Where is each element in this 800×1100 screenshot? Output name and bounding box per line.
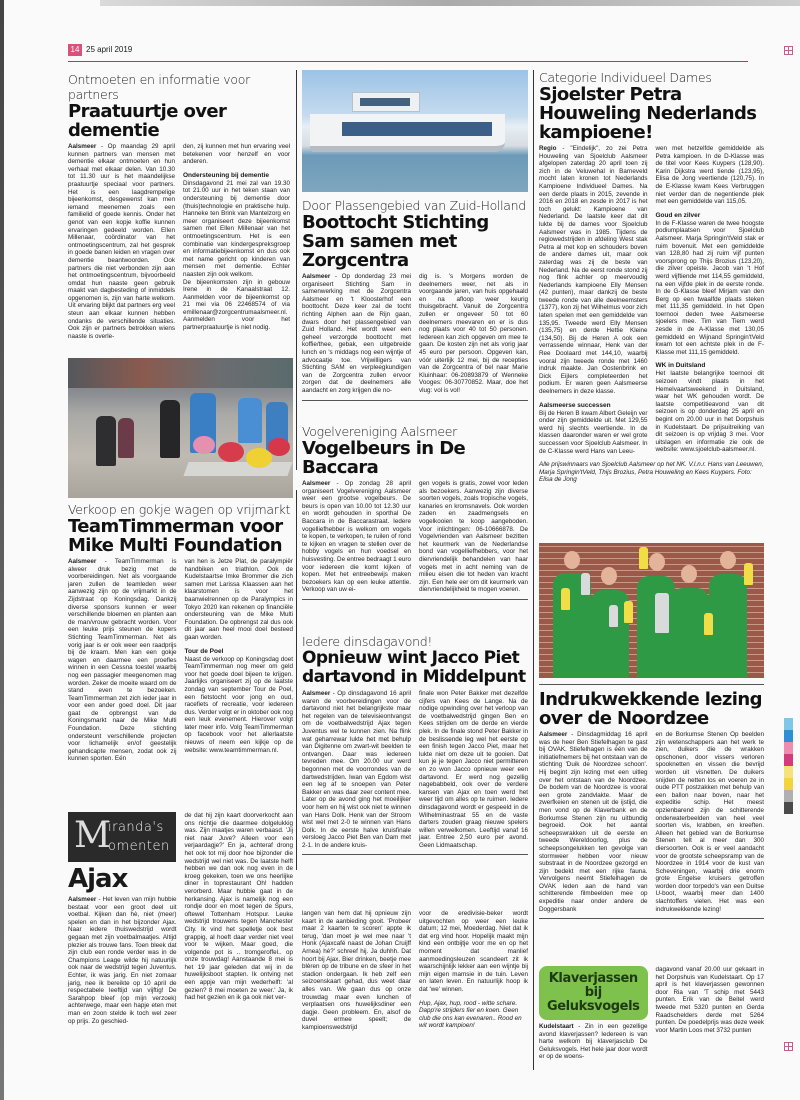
article-headline: TeamTimmerman voor Mike Multi Foundation <box>68 516 283 556</box>
article-headline: Ajax <box>68 864 128 894</box>
article-noordzee <box>539 684 764 924</box>
scan-edge <box>0 0 4 1100</box>
article-body-col1: Aalsmeer - Dinsdagmiddag 16 april was de heer Ben Stiefelhagen te gast bij OVAK. Stiefelhagen is één van de initiatiefnemers bij het ontstaan van de stichting 'Duik de Noordzee schoon'. Hij begint zijn lezing met een uitleg over het ontstaan van de Noordzee. De bodem van de Noordzee is vooral een grote zandvlakte. Maar de zwerfkeien en stenen uit de ijstijd, die men vond op de Klaverbank en de Borkumse Stenen zijn nu uitbundig begroeid. Ook het aantal scheepswrakken uit de eerste en tweede Wereldoorlog, plus de scheepsongelukken ten gevolge van stormweer hebben voor nieuw substraat in de Noordzee gezorgd en zijn bedekt met een rijke fauna. Vervolgens neemt Stiefelhagen de OVAK leden aan de hand van schitterende filmbeelden mee op expeditie naar onder andere de Doggersbank <box>539 731 648 913</box>
article-kicker: Ontmoeten en informatie voor partners <box>68 72 250 102</box>
klaverjassen-headline-box: Klaverjassen bij Geluksvogels <box>539 966 648 1020</box>
article-body-col1: Aalsmeer - Op zondag 28 april organiseert Vogelvereniging Aalsmeer weer een grootse vogelbeurs. De beurs is open van 10.00 tot 12.30 uur en wordt gehouden in sporthal De Baccara in de Baccarastraat. Iedere vogelliefhebber is welkom om vogels te kopen, te verkopen, te ruilen of rond te kijken en vragen te stellen over de hobby vogels en hun voedsel en huisvesting. De entree bedraagt 1 euro voor iedereen die komt kijken of kopen. Met het entreebewijs maken bezoekers kan op een leuke attentie. Verkoop van uw ei- <box>302 480 411 594</box>
color-swatch <box>784 778 793 790</box>
article-darts <box>302 634 528 860</box>
article-body-col2: van hen is Jetze Plat, de paralympiër handbiken en triathlon. Ook de Kudelstaartse Imke Brommer die zich samen met Larissa Klaassen aan het klaarstomen is voor het baanwielrennen op de Paralympics in Tokyo 2020 kan rekenen op financiële ondersteuning van de Mike Multi Foundation. De opbrengst zal dus ook dit jaar aan heel mooi doel besteed gaan worden. Tour de Poel Naast de verkoop op Koningsdag doet TeamTimmerman nog meer om geld voor het goede doel bijeen te krijgen. Jaarlijks organiseert zij op de laatste zondag van september Tour de Poel, een fietstocht voor jong en oud, racefiets of recreatie, voor iedereen dus. Verder volgt er in oktober ook nog een leuk evenement. Hierover volgt later meer info. Volg TeamTimmerman op facebook voor het allerlaatste nieuws of neem een kijkje op de website: www.teamtimmerman.nl. <box>184 558 293 754</box>
color-swatch <box>784 742 793 754</box>
article-divider <box>302 400 528 401</box>
article-body-col2: gen vogels is gratis, zowel voor leden als bezoekers. Aanwezig zijn diverse soorten vogels, zoals tropische vogels, kanaries en kromsnavels. Ook worden zaden en zaadmengsels en vogelkooien te koop aangeboden. Voor inlichtingen: 06-10666878. De Vogelvrienden van Aalsmeer bezitten het keurmerk van de Nederlandse bond van vogelliefhebbers, voor het diervriendelijk behandelen van haar vogels met in acht neming van de milieu eisen die tot heden van kracht zijn. Een hele eer om dit keurmerk van diervriendelijkheid te mogen voeren. <box>419 480 528 594</box>
article-headline: Praatuurtje over dementie <box>68 101 227 141</box>
article-divider <box>302 599 528 600</box>
mirandas-momenten-logo: M iranda's omenten <box>68 812 176 862</box>
team-photo <box>539 543 764 678</box>
article-klaverjassen <box>539 966 764 1061</box>
article-boottocht <box>302 198 528 406</box>
registration-mark-icon <box>784 46 793 55</box>
page-number: 14 <box>68 44 82 56</box>
article-body-col2: den, zij kunnen met hun ervaring veel betekenen voor henzelf en voor anderen. Ondersteuning bij dementie Dinsdagavond 21 mei zal van 19.30 tot 21.00 uur in het teken staan van ondersteuning bij dementie door (thuis)technologie en praktische hulp. Hanneke ten Brink van Mantelzorg en meer organiseert deze bijeenkomst samen met Ellen Millenaar van het ontmoetingscentrum. Het is een combinatie van kindergespreksgroep en informatiebijeenkomst en dus ook met name gericht op kinderen van mensen met dementie. Echter naasten zijn ook welkom. De bijeenkomsten zijn in gebouw Irene in de Kanaalstraat 12. Aanmelden voor de bijeenkomst op 21 mei via 06 22468574 of via emillenaar@zorgcentrumaalsmeer.nl. Aanmelden voor het partnerpraatuurtje is niet nodig. <box>183 143 290 332</box>
article-ajax <box>68 812 293 1025</box>
color-swatch <box>784 790 793 802</box>
page-header <box>68 36 748 62</box>
column-divider <box>533 70 534 1070</box>
boat-photo <box>302 70 528 192</box>
market-photo <box>68 358 293 498</box>
article-praatuurtje <box>68 72 290 340</box>
article-subhead: Aalsmeerse successen <box>539 401 611 409</box>
article-teamtimmerman <box>68 502 293 763</box>
ajax-song: Hup, Ajax, hup, rood - witte schare. Dapp're strijders fier en koen. Geen club die ons kan evenaren.. Rood en wit wordt kampioen! <box>419 999 522 1030</box>
color-swatch <box>784 754 793 766</box>
color-swatch <box>784 766 793 778</box>
article-body-col2: en de Borkumse Stenen Op beelden zijn wetenschappers aan het werk te zien, duikers die de wrakken opschonen, door vissers verloren spooknetten en vissen die bevrijd worden uit visnetten. De duikers snijden de netten los en voeren ze in oude PTT postzakken met behulp van een ballon naar boven, naar het expeditie schip. Het meest opzienbarend zijn de schitterende onderwaterbeelden van heel veel soorten vis, krabben, en kreeften. Alleen het gebied van de Borkumse Stenen telt al meer dan 300 diersoorten. Ook is er veel aandacht voor de grootste scheepsramp van de Noordzee in 1914 voor de kust van Scheveningen, waarbij drie enorm grote Engelse kruisers getroffen worden door torpedo's van een Duitse U-boot, waarbij meer dan 1400 slachtoffers vielen. Het was een indrukwekkende lezing! <box>655 731 764 913</box>
article-body-col3: langen van hem dat hij opnieuw zijn kaart in de aanbieding gooit. 'Probeer maar 2 kaarten te scoren' appte ik terug, 'dan moet je wel mee naar 't Honk (Ajaxcafé naast de Johan Cruijff Arnea) hè?' schreef hij. Ja duhhh. Dat hoort bij Ajax. Bier drinken, beetje mee blèren op de tribune en de sfeer in het stadion ondergaan. Ik heb zelf een seizoenskaart gehad, dus weet daar alles van. We gaan dus op onze trouwdag maar even lunchen of verplaatsen ons huwelijksdiner een dagje. Geen probleem. En, alsof de duvel ermee speelt; de kampioenswedstrijd <box>302 910 411 1031</box>
registration-mark-icon <box>784 1042 793 1051</box>
article-body-col2: de dat hij zijn kaart doorverkocht aan ons nichtje die daarmee dolgelukkig was. Zijn maatjes waren verbaasd. 'Jij niet naar Juve? Alleen voor een verjaardagje?' En ja, achteraf drong het ook tot mij door hoe bijzonder die wedstrijd wel niet was. De laatste helft hebben we dan ook nog even in de kroeg gekeken, toen we ons heerlijke diner in toprestaurant Oh! hadden verorberd. Maar hubbie gaat in de herkansing. Ajax is namelijk nog een rondje door en moet tegen de Spurs, oftewel Tottenham Hotspur. Leuke wedstrijd trouwens tegen Manchester City. Ik vind het spelletje ook best grappig, al hoeft daar verder niet veel voor te wijken. Maar goed, die volgende pot is .. tromgeroffel.. op onze trouwdag! Aanstaande 8 mei is het 19 jaar geleden dat wij in de huwelijksboot stapten. Ik ontving net een appje van mijn wederhelft: 'al gezien? 8 mei moeten ze weer.' Ja, ik had het gezien en ik ga ook niet ver- <box>184 812 293 1002</box>
article-headline: Boottocht Stichting Sam samen met Zorgcentra <box>302 212 489 271</box>
article-body-col2: dagavond vanaf 20.00 uur gekaart in het Dorpshuis van Kudelstaart. Op 17 april is het klaverjassen gewonnen door Ria van 'T schip met 5443 punten. Erik van de Beitel werd tweede met 5320 punten en Gerda Raadschelders derde met 5264 punten. De poedelprijs was deze week voor Martin Loos met 3732 punten <box>655 966 764 1034</box>
article-kicker: Iedere dinsdagavond! <box>302 634 433 649</box>
article-divider <box>539 918 764 919</box>
article-ajax-continued <box>302 910 528 1032</box>
article-subhead: Tour de Poel <box>184 647 224 655</box>
article-body-col1: Aalsmeer - Het leven van mijn hubbie bestaat voor een groot deel uit voetbal. Kijken dan hè, niet (meer) spelen en dan in het bijzonder Ajax. Naar iedere thuiswedstrijd wordt gegaan met zijn voetbalmaatjes. Altijd plezier als trouwe fans. Toen bleek dat zijn club een ronde verder was in de Champions Leage wilde hij natuurlijk ook naar de wedstrijd tegen Juventus. Echter, ik was jarig. En niet zomaar jarig, nee ik bereikte op 10 april de respectabele leeftijd van vijftig! De Sarahpop bleef (op mijn verzoek) achterwege, maar een hapje eten met man en zoon stelde ik toch wel zeer op prijs. Zo geschied- <box>68 896 177 1025</box>
article-body-col1: Aalsmeer - Op donderdag 23 mei organiseert Stichting Sam in samenwerking met de Zorgcentra Aalsmeer en 't Kloosterhof een boottocht. Deze keer zal de tocht richting Alphen aan de Rijn gaan, dwars door het plassengebied van Zuid Holland. Het wordt weer een geheel verzorgde boottocht met koffie/thee, gebak, een uitgebreide lunch en 's middags nog een wijntje of advocaatje toe. Vrijwilligers van Stichting SAM en verpleegkundigen van de Zorgcentra zullen ervoor zorgen dat de deelnemers alle aandacht en zorg krijgen die no- <box>302 273 411 394</box>
article-kicker: Verkoop en gokje wagen op vrijmarkt <box>68 502 291 517</box>
article-sjoelster <box>539 70 764 484</box>
article-kicker: Vogelvereniging Aalsmeer <box>302 424 457 439</box>
article-body-col4: voor de eredivisie-beker wordt uitgevochten op weer een leuke datum; 12 mei, Moederdag. Niet dat ik dat erg vind hoor. Hopelijk maakt mijn kind een ontbijtje voor me en op het moment dat manlief aanmoedingsleuzen scandeert zit ik waarschijnlijk lekker aan een wijntje bij mijn eigen mamsie in de tuin. Leven en laten leven. En natuurlijk hoop ik dat 'we' winnen. <box>419 910 528 993</box>
article-headline: Opnieuw wint Jacco Piet dartavond in Middelpunt <box>302 648 526 687</box>
column-divider <box>296 490 297 870</box>
article-divider <box>539 684 764 685</box>
article-headline: Vogelbeurs in De Baccara <box>302 438 466 478</box>
article-body-col1: Regio - "Eindelijk", zo zei Petra Houweling van Sjoelclub Aalsmeer afgelopen zaterdag 20 april toen zij zich in de Veluwehal in Barneveld mocht laten kronen tot Nederlands Kampioene Individueel Dames. Na een derde plaats in 2015, zevende in 2016 en 2018 en zesde in 2017 is het toch gelukt: Kampioene van Nederland. De laatste keer dat dit lukte bij de dames voor Sjoelclub Aalsmeer was in 1985. Tijdens de regiowedstrijden in afdeling West stak Petra al met kop en schouders boven de andere dames uit, maar ook zaterdag was zij de beste van Nederland. Na de eerst ronde stond zij nog flink achter op meervoudig Nederlands kampioene Elly Mensen (42 punten), maar dankzij de beste tweede ronde van alle deelneemsters (1377), kon zij het Wilhelmus voor zich laten spelen met een gemiddelde van 135,95. Tweede werd Elly Mensen (135,75) en derde Hettie Kleine (134,50). Bij de Heren A ook een verrassende winnaar, Henk van der Ree Doolaard met 144,10, waarbij vooral zijn tweede ronde met 1460 indruk maakte. Jan Oostenbrink en Dick Eijlers completeerden het podium. Er waren geen Aalsmeerse deelnemers in deze klasse. Aalsmeerse successen Bij de Heren B kwam Albert Geleijn ver onder zijn gemiddelde uit. Met 129,55 werd hij slechts veertiende. In de klassen daaronder waren er wel grote successen voor Sjoelclub Aalsmeer. In de C-Klasse werd Hans van Leeu- <box>539 145 648 455</box>
article-vogelbeurs <box>302 424 528 605</box>
article-body-col2: wen met hetzelfde gemiddelde als Petra kampioen. In de D-Klasse was de titel voor Kees Kuypers (128,90). Karin Dijkstra werd tiende (123,95), Elisa de Jong veertiende (120,75). In de E-Klasse kwam Kees Verbruggen niet verder dan de negentiende plek met een gemiddelde van 115,05. Goud en zilver In de F-Klasse waren de twee hoogste podiumplaatsen voor Sjoelclub Aalsmeer. Marja Springin'tVeld stak er ruim bovenuit. Met een gemiddelde van 128,80 had zij ruim vijf punten voorsprong op Thijs Brozius (123,20), die zilver opeiste. Jacob van 't Hof werd vijftiende met 114,55 gemiddeld, na een vijfde plek in de eerste ronde. In de G-Klasse bleef Mirjam van den Berg op een twaalfde plaats steken met 111,35 gemiddeld. In het Open toernooi deden twee Aalsmeerse sjoelers mee. Tim van Tiem werd zesde in de A-Klasse met 130,05 gemiddeld en Wijnand Springin'tVeld kwam tot een achtste plek in de F-Klasse met 111,15 gemiddeld. WK in Duitsland Het laatste belangrijke toernooi dit seizoen vindt plaats in het Hemelvaartsweekend in Duitsland, waar het WK gehouden wordt. De laatste competitieavond van dit seizoen is op donderdag 25 april en begint om 20.00 uur in het Dorpshuis in Kudelstaart. De prijsuitreiking van dit seizoen is op vrijdag 3 mei. Voor uitslagen en informatie zie ook de website: www.sjoelclub-aalsmeer.nl. <box>655 145 764 454</box>
article-kicker: Categorie Individueel Dames <box>539 70 712 85</box>
article-body-col1: Aalsmeer - Op maandag 29 april kunnen partners van mensen met dementie elkaar ontmoeten en hun verhaal met elkaar delen. Van 10.30 tot 11.30 uur is het maandelijkse praatuurtje speciaal voor partners. Het is een laagdrempelige bijeenkomst, desgewenst kan men iemand meenemen zoals een familielid of goede kennis. Onder het genot van een kopje koffie kunnen ervaringen gedeeld worden. Ellen Millenaar, coördinator van het ontmoetingscentrum, zal het gesprek in goede banen leiden en vragen over dementie beantwoorden. Ook partners die niet verbonden zijn aan het ontmoetingscentrum, bijvoorbeeld omdat hun naaste geen gebruik maakt van dagbesteding of inmiddels opgenomen is, zijn van harte welkom. Uit ervaring blijkt dat partners erg veel steun aan elkaar kunnen hebben ondanks de verschillende situaties. Ook zijn er partners betrokken wiens naaste is overle- <box>68 143 175 340</box>
article-subhead: Goud en zilver <box>655 211 701 219</box>
article-body-col1: Kudelstaart - Zin in een gezellige avond klaverjassen? Iedereen is van harte welkom bij klaverjasclub De Geluksvogels. Het hele jaar door wordt er op de woens- <box>539 1023 648 1061</box>
article-body-col2: dig is. 's Morgens worden de deelnemers weer, net als in voorgaande jaren, van huis opgehaald en na afloop weer keurig thuisgebracht. Vanuit de Zorgcentra zullen er ongeveer 50 tot 60 deelnemers meevaren en er is dus nog plaats voor 40 tot 50 personen. Iedereen kan zich opgeven om mee te gaan. De kosten zijn net als vorig jaar 45 euro per persoon. Opgeven kan, vóór uiterlijk 12 mei, bij de recepties van de Zorgcentra of bel naar Marie Kluinhaar: 06-20893879 of Wenneke Vooges: 06-30770852. Maar, doe het vlug: vol is vol! <box>419 273 528 394</box>
page-date: 25 april 2019 <box>86 45 133 54</box>
article-subhead: Ondersteuning bij dementie <box>183 171 269 179</box>
article-kicker: Door Plassengebied van Zuid-Holland <box>302 198 526 213</box>
color-swatch <box>784 802 793 814</box>
color-swatch <box>784 718 793 730</box>
article-body-col1: Aalsmeer - TeamTimmerman is alweer druk bezig met de voorbereidingen. Net als voorgaande jaren zullen de teamleden weer aanwezig zijn op de vrijmarkt in de Zijdstraat op Koningsdag. Dankzij diverse sponsors kunnen er weer verschillende bloemen en planten aan de man/vrouw gebracht worden. Voor een leuke prijs steunen de kopers Stichting TeamTimmerman. Net als vorig jaar is er ook weer een raadprijs bij de kraam. Men kan een gokje wagen en daarmee een proefles winnen in een Cessna toestel waarbij nog een passagier meegenomen mag worden. Zeker de moeite waard om de stand even te bezoeken. TeamTimmerman zet zich ieder jaar in voor een ander goed doel. Dit jaar gaat de opbrengst van de Koningsmarkt naar de Mike Multi Foundation. Deze stichting ondersteunt verschillende projecten voor lichamelijk en/of geestelijk gehandicapte mensen, zodat ook zij kunnen sporten. Eén <box>68 558 177 763</box>
photo-caption: Alle prijswinnaars van Sjoelclub Aalsmeer op het NK. V.l.n.r. Hans van Leeuwen, Marja Springin'tVeld, Thijs Brozius, Petra Houweling en Kees Kuypers. Foto: Elisa de Jong <box>539 461 764 484</box>
article-headline: Sjoelster Petra Houweling Nederlands kampioene! <box>539 84 757 143</box>
article-subhead: WK in Duitsland <box>655 362 706 370</box>
article-body-col1: Aalsmeer - Op dinsdagavond 16 april waren de voorbereidingen voor de dartavond niet het belangrijkste maar het regelen van de televisieontvangst om de voetbalwedstrijd Ajax tegen Juventus wel te kunnen zien. Na flink wat geharrewar lukte het met behulp van Digitenne om zwart-wit beelden te ontvangen. Daar was iedereen tevreden mee. Om 20.00 uur werd begonnen met de voorrondes van de dartwedstrijden. Iwan van Egdom wist een leg af te snoepen van Peter Bakker en was daar zeer content mee. Later op de avond ging het moeilijker voor hem en hij wist ook niet te winnen van Hans Dolk. Henk van der Stroom wist wel met 2-0 te winnen van Hans Dolk. In de eerste halve kruisfinale versloeg Jacco Piet Ben van Dam met 2-1. In de andere kruis- <box>302 690 411 849</box>
article-body-col2: finale won Peter Bakker met dezelfde cijfers van Kees de Lange. Na de nodige opwinding over het verloop van de voetbalwedstrijd gingen Ben en Kees strijden om de derde en vierde plek. In de finale stond Peter Bakker in de beslissende leg wel het eerste op een finish tegen Jacco Piet, maar het lukte niet om deze uit te gooien. Dat kun je je tegen Jacco niet permitteren en zo won Jacco opnieuw weer een dartavond. Er werd nog gezellig nagebabbeld, ook over de verdere kansen van Ajax en toen werd het weer tijd om alles op te ruimen. Iedere dinsdagavond wordt er gespeeld in de Wilhelminastraat 55 en de vaste darters zouden graag nieuwe spelers willen verwelkomen. Leeftijd vanaf 16 jaar. Entree 2,50 euro per avond. Geen Lidmaatschap. <box>419 690 528 849</box>
color-swatch <box>784 730 793 742</box>
column-divider <box>296 70 297 470</box>
article-divider <box>302 854 528 855</box>
article-headline: Indrukwekkende lezing over de Noordzee <box>539 689 762 729</box>
scan-edge-top <box>100 0 800 6</box>
